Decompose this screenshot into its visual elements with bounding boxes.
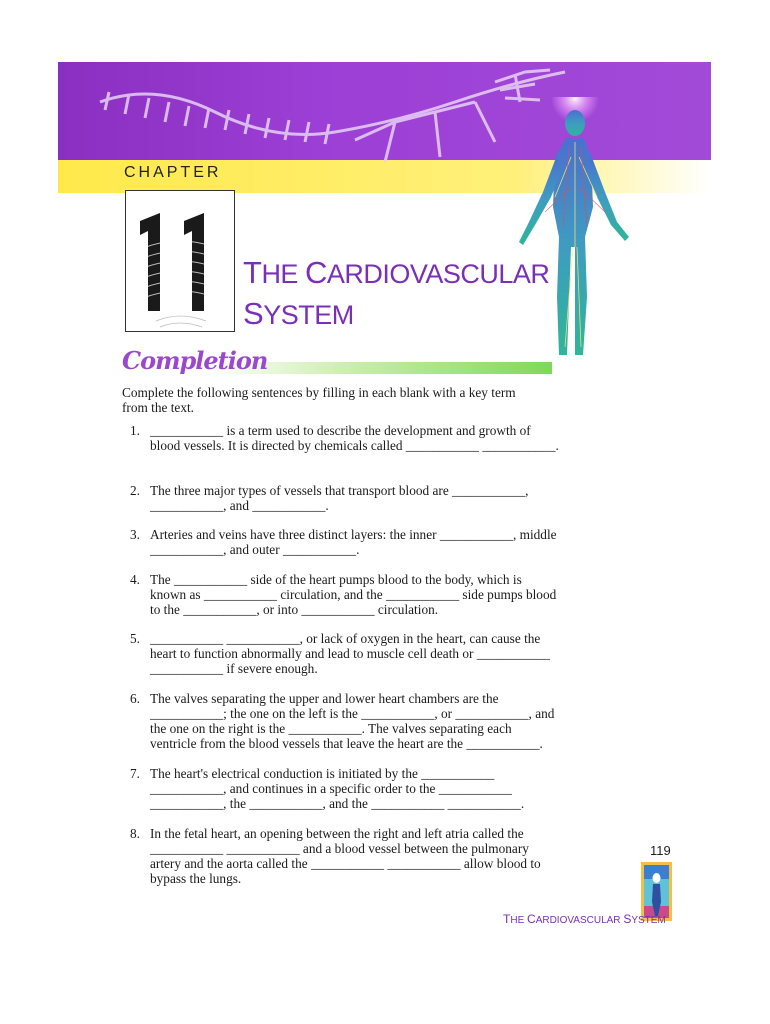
question-item	[130, 691, 560, 751]
question-text: ___________ is a term used to describe the development and growth of blood vessels. It is directed by chemicals called ___________ ___________.	[150, 423, 559, 453]
question-number: 7.	[130, 766, 140, 781]
page-number: 119	[650, 843, 671, 858]
question-number: 8.	[130, 826, 140, 841]
question-item	[130, 527, 560, 557]
chapter-title-line1	[243, 253, 549, 294]
footer-cap: T	[503, 912, 511, 926]
question-text: ___________ ___________, or lack of oxygen in the heart, can cause the heart to function abnormally and lead to muscle cell death or ___________ ___________ if severe enough.	[150, 631, 550, 676]
question-item	[130, 572, 560, 617]
chapter-label: CHAPTER	[124, 164, 222, 181]
chapter-title	[243, 253, 549, 335]
question-number: 3.	[130, 527, 140, 542]
section-intro: Complete the following sentences by filling in each blank with a key term from the text.	[122, 385, 516, 415]
question-item	[130, 766, 560, 811]
question-number: 5.	[130, 631, 140, 646]
footer-text: HE	[510, 915, 528, 926]
section-title: Completion	[122, 346, 268, 375]
question-text: The heart's electrical conduction is initiated by the ___________ ___________, and continues in a specific order to the ___________ ___________, the ___________, and the ___________ ___________.	[150, 766, 525, 811]
question-item	[130, 631, 560, 676]
question-item	[130, 423, 560, 453]
question-text: The valves separating the upper and lower heart chambers are the ___________; the one on the left is the ___________, or ___________, and the one on the right is the ___________. The valves separating each ventricle from the blood vessels that leave the heart are the ___________.	[150, 691, 555, 751]
question-item	[130, 826, 560, 886]
question-text: The three major types of vessels that transport blood are ___________, ___________, and ___________.	[150, 483, 529, 513]
footer-cap: S	[623, 912, 632, 926]
question-item	[130, 483, 560, 513]
footer-cap: C	[527, 912, 536, 926]
chapter-title-line2	[243, 294, 549, 335]
footer-text: ARDIOVASCULAR	[535, 915, 624, 926]
question-text: Arteries and veins have three distinct layers: the inner ___________, middle ___________, and outer ___________.	[150, 527, 557, 557]
title-text: HE	[261, 259, 305, 289]
title-cap: C	[304, 255, 327, 290]
running-footer	[503, 912, 666, 926]
footer-text: YSTEM	[631, 915, 666, 926]
title-cap: S	[243, 296, 264, 331]
question-number: 6.	[130, 691, 140, 706]
title-cap: T	[243, 255, 262, 290]
fingerprint-number-icon	[126, 191, 234, 331]
question-text: The ___________ side of the heart pumps blood to the body, which is known as ___________ circulation, and the ___________ side pumps blood to the ___________, or into ___________ circulation.	[150, 572, 557, 617]
question-number: 1.	[130, 423, 140, 438]
title-text: ARDIOVASCULAR	[326, 259, 550, 289]
question-number: 4.	[130, 572, 140, 587]
question-number: 2.	[130, 483, 140, 498]
chapter-number-box	[125, 190, 235, 332]
question-text: In the fetal heart, an opening between the right and left atria called the ___________ ___________ and a blood vessel between the pulmonary artery and the aorta called the ___________ ___________ allow blood to bypass the lungs.	[150, 826, 541, 886]
title-text: YSTEM	[263, 300, 354, 330]
